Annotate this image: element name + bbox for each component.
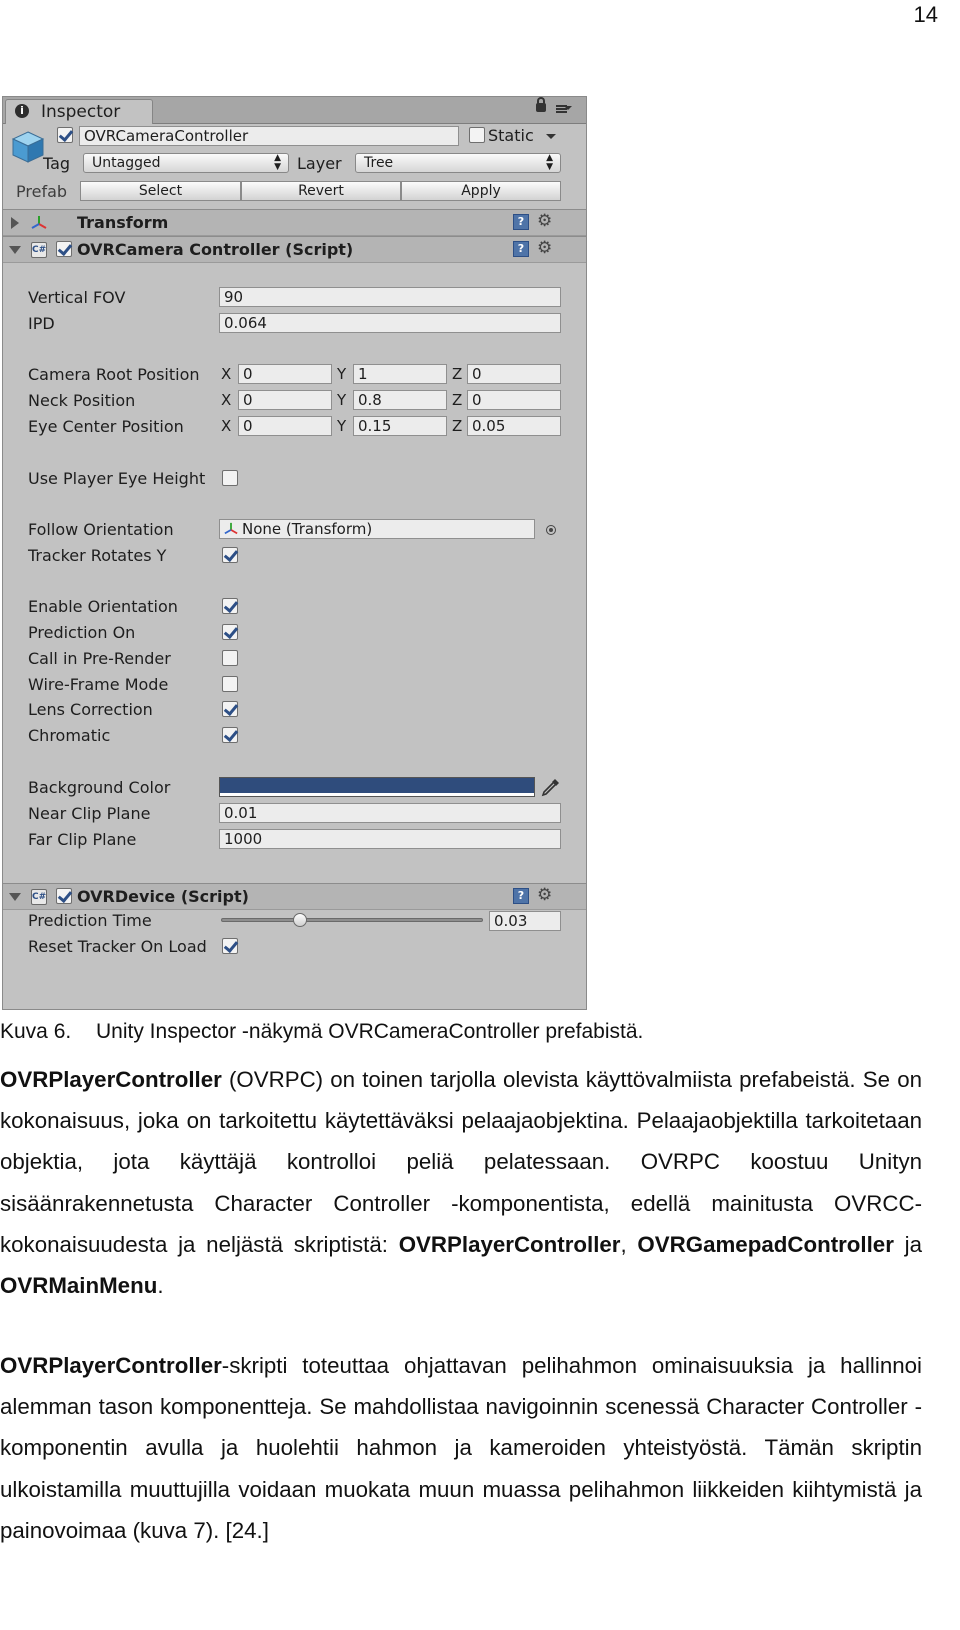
use-player-eye-height-checkbox[interactable] xyxy=(222,470,238,486)
paragraph-text: (OVRPC) on toinen tarjolla olevista käyttövalmiista prefabeistä. Se on kokonaisuus, joka on tarkoitettu käytettäväksi pelaajaobjektina. Pelaajaobjektilla tarkoitetaan objektia, jota käyttäjä kontrolloi peliä pelatessaan. OVRPC koostuu Unityn sisäänrakennetusta Character Controller -komponentista, edellä mainitusta OVRCC-kokonaisuudesta ja neljästä skriptistä: xyxy=(0,1067,922,1257)
help-book-icon[interactable]: ? xyxy=(513,241,529,257)
camera-root-x-input[interactable]: 0 xyxy=(238,364,332,384)
paragraph-1 xyxy=(0,1059,922,1306)
camera-controller-component-header[interactable] xyxy=(3,236,586,263)
chromatic-checkbox[interactable] xyxy=(222,727,238,743)
inspector-tab[interactable] xyxy=(5,99,153,124)
paragraph-text: -skripti toteuttaa ohjattavan pelihahmon ominaisuuksia ja hallinnoi alemman tason komponentteja. Se mahdollistaa navigoinnin scenessä Character Controller -komponentin avulla ja huolehtii hahmon ja kameroiden yhteistyöstä. Tämän skriptin ulkoistamilla muuttujilla voidaan muokata muun muassa pelihahmon liikkeiden kiihtymistä ja painovoimaa (kuva 7). [24.] xyxy=(0,1353,922,1543)
layer-dropdown[interactable] xyxy=(355,153,561,173)
prefab-label: Prefab xyxy=(16,182,68,201)
figure-number: Kuva 6. xyxy=(0,1020,72,1043)
reset-tracker-checkbox[interactable] xyxy=(222,938,238,954)
enable-orientation-label: Enable Orientation xyxy=(28,597,178,616)
vertical-fov-label: Vertical FOV xyxy=(28,288,126,307)
figure-caption xyxy=(0,1020,643,1044)
far-clip-plane-input[interactable]: 1000 xyxy=(219,829,561,849)
enable-orientation-checkbox[interactable] xyxy=(222,598,238,614)
term-ovrmainmenu: OVRMainMenu xyxy=(0,1273,158,1299)
axis-z-label: Z xyxy=(452,365,463,383)
axis-x-label: X xyxy=(221,391,232,409)
gear-icon[interactable]: ⚙ xyxy=(537,885,553,905)
paragraph-text: ja xyxy=(893,1231,922,1257)
gear-icon[interactable]: ⚙ xyxy=(537,211,553,231)
ovr-device-enabled-checkbox[interactable] xyxy=(56,888,72,904)
csharp-script-icon: C# xyxy=(31,889,47,905)
gear-icon[interactable]: ⚙ xyxy=(537,238,553,258)
game-object-cube-icon xyxy=(11,130,45,164)
prediction-time-slider-track[interactable] xyxy=(221,918,483,922)
vertical-fov-input[interactable]: 90 xyxy=(219,287,561,307)
far-clip-plane-label: Far Clip Plane xyxy=(28,830,137,849)
neck-y-input[interactable]: 0.8 xyxy=(353,390,447,410)
axis-y-label: Y xyxy=(337,365,347,383)
inspector-panel xyxy=(2,96,587,1010)
tag-value: Untagged xyxy=(92,155,161,171)
eyedropper-icon[interactable] xyxy=(541,777,561,797)
layer-label: Layer xyxy=(297,154,342,173)
eye-center-position-label: Eye Center Position xyxy=(28,417,184,436)
static-checkbox[interactable] xyxy=(469,127,485,143)
foldout-collapsed-icon[interactable] xyxy=(11,217,25,229)
page-number: 14 xyxy=(913,2,938,27)
term-ovrplayercontroller: OVRPlayerController xyxy=(0,1067,222,1092)
background-color-label: Background Color xyxy=(28,778,171,797)
inspector-tab-label: Inspector xyxy=(41,102,121,122)
tag-dropdown[interactable] xyxy=(83,153,289,173)
axis-x-label: X xyxy=(221,365,232,383)
eye-center-y-input[interactable]: 0.15 xyxy=(353,416,447,436)
object-active-checkbox[interactable] xyxy=(57,127,73,143)
help-book-icon[interactable]: ? xyxy=(513,888,529,904)
prefab-revert-button[interactable]: Revert xyxy=(241,181,401,201)
camera-controller-title: OVRCamera Controller (Script) xyxy=(77,240,354,259)
camera-controller-enabled-checkbox[interactable] xyxy=(56,241,72,257)
info-icon: i xyxy=(15,104,29,118)
prediction-time-slider-thumb[interactable] xyxy=(293,913,307,927)
neck-x-input[interactable]: 0 xyxy=(238,390,332,410)
eye-center-x-input[interactable]: 0 xyxy=(238,416,332,436)
static-dropdown-icon[interactable] xyxy=(546,134,556,144)
prediction-time-input[interactable]: 0.03 xyxy=(489,911,561,931)
paragraph-2 xyxy=(0,1345,922,1551)
chromatic-label: Chromatic xyxy=(28,726,111,745)
follow-orientation-label: Follow Orientation xyxy=(28,520,174,539)
dropdown-arrows-icon: ▲ ▼ xyxy=(546,153,553,172)
ovr-device-title: OVRDevice (Script) xyxy=(77,887,249,906)
tracker-rotates-y-checkbox[interactable] xyxy=(222,547,238,563)
transform-title: Transform xyxy=(77,213,169,232)
transform-axes-icon xyxy=(31,215,47,231)
reset-tracker-label: Reset Tracker On Load xyxy=(28,937,207,956)
axis-z-label: Z xyxy=(452,417,463,435)
prediction-on-label: Prediction On xyxy=(28,623,136,642)
axis-x-label: X xyxy=(221,417,232,435)
inspector-tab-bar xyxy=(3,97,586,124)
lens-correction-label: Lens Correction xyxy=(28,700,153,719)
layer-value: Tree xyxy=(364,155,394,171)
panel-menu-icon[interactable] xyxy=(556,103,572,115)
ipd-input[interactable]: 0.064 xyxy=(219,313,561,333)
csharp-script-icon: C# xyxy=(31,242,47,258)
help-book-icon[interactable]: ? xyxy=(513,214,529,230)
lens-correction-checkbox[interactable] xyxy=(222,701,238,717)
ipd-label: IPD xyxy=(28,314,55,333)
near-clip-plane-input[interactable]: 0.01 xyxy=(219,803,561,823)
near-clip-plane-label: Near Clip Plane xyxy=(28,804,151,823)
neck-position-label: Neck Position xyxy=(28,391,136,410)
wireframe-mode-checkbox[interactable] xyxy=(222,676,238,692)
lock-icon[interactable] xyxy=(536,103,546,112)
prediction-on-checkbox[interactable] xyxy=(222,624,238,640)
prefab-apply-button[interactable]: Apply xyxy=(401,181,561,201)
wireframe-mode-label: Wire-Frame Mode xyxy=(28,675,169,694)
camera-root-position-label: Camera Root Position xyxy=(28,365,200,384)
axis-z-label: Z xyxy=(452,391,463,409)
camera-root-z-input[interactable]: 0 xyxy=(467,364,561,384)
tag-label: Tag xyxy=(43,154,71,173)
prefab-select-button[interactable]: Select xyxy=(80,181,241,201)
axis-y-label: Y xyxy=(337,391,347,409)
term-ovrplayercontroller: OVRPlayerController xyxy=(398,1231,621,1257)
paragraph-text: . xyxy=(157,1273,164,1299)
static-label: Static xyxy=(488,126,534,145)
background-color-swatch[interactable] xyxy=(219,777,535,797)
use-player-eye-height-label: Use Player Eye Height xyxy=(28,469,206,488)
foldout-expanded-icon[interactable] xyxy=(9,246,21,260)
dropdown-arrows-icon: ▲ ▼ xyxy=(274,153,281,172)
object-name-input[interactable]: OVRCameraController xyxy=(79,126,459,146)
prediction-time-label: Prediction Time xyxy=(28,911,152,930)
call-in-prerender-checkbox[interactable] xyxy=(222,650,238,666)
follow-orientation-value: None (Transform) xyxy=(242,520,373,538)
foldout-expanded-icon[interactable] xyxy=(9,893,21,907)
term-ovrplayercontroller: OVRPlayerController xyxy=(0,1353,222,1378)
follow-orientation-object-field[interactable] xyxy=(219,519,535,539)
call-in-prerender-label: Call in Pre-Render xyxy=(28,649,171,668)
axis-y-label: Y xyxy=(337,417,347,435)
ovr-device-component-header[interactable] xyxy=(3,883,586,910)
object-picker-target-icon[interactable] xyxy=(546,525,556,535)
paragraph-text: , xyxy=(620,1231,638,1257)
tracker-rotates-y-label: Tracker Rotates Y xyxy=(28,546,167,565)
eye-center-z-input[interactable]: 0.05 xyxy=(467,416,561,436)
neck-z-input[interactable]: 0 xyxy=(467,390,561,410)
figure-caption-text: Unity Inspector -näkymä OVRCameraController prefabistä. xyxy=(96,1020,644,1043)
transform-component-header[interactable] xyxy=(3,209,586,236)
term-ovrgamepadcontroller: OVRGamepadController xyxy=(637,1231,894,1257)
camera-root-y-input[interactable]: 1 xyxy=(353,364,447,384)
transform-axes-icon xyxy=(224,522,238,536)
